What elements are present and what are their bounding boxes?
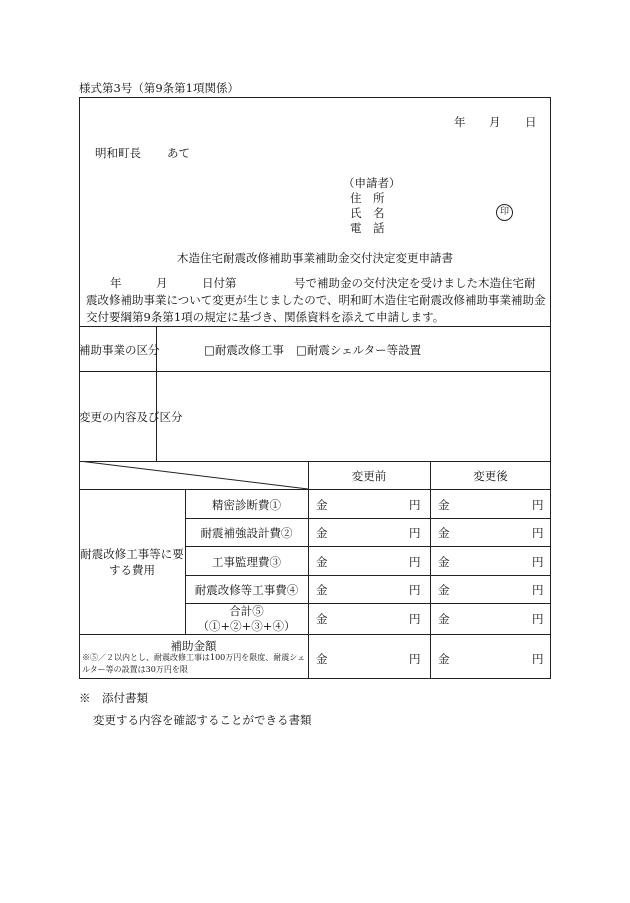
after-prefix: 金 <box>438 612 450 626</box>
change-content-field[interactable] <box>160 375 546 457</box>
col-divider <box>308 461 309 679</box>
row-divider <box>185 518 551 519</box>
date-month: 月 <box>489 115 501 129</box>
row-divider <box>79 326 551 327</box>
category-option-shelter[interactable]: □耐震シェルター等設置 <box>296 343 422 357</box>
date-day: 日 <box>525 115 537 129</box>
attachment-item: 変更する内容を確認することができる書類 <box>93 713 312 727</box>
applicant-heading: （申請者） <box>343 176 401 190</box>
seal-mark: 印 <box>496 204 513 221</box>
document-title: 木造住宅耐震改修補助事業補助金交付決定変更申請書 <box>177 251 453 265</box>
header-diagonal <box>79 461 308 489</box>
addressee-suffix: あて <box>167 146 190 160</box>
subsidy-note: ※⑤／２以内とし、耐震改修工事は100万円を限度、耐震シェルター等の設置は30万円を限 <box>82 653 306 674</box>
form-label: 様式第3号（第9条第1項関係） <box>79 81 239 95</box>
subsidy-label: 補助金額 <box>170 639 217 653</box>
after-unit: 円 <box>532 583 544 597</box>
category-label: 補助事業の区分 <box>79 343 160 357</box>
subsidy-after-prefix: 金 <box>438 652 450 666</box>
cost-label-supervision: 工事監理費③ <box>212 555 281 569</box>
after-unit: 円 <box>532 555 544 569</box>
subsidy-after-unit: 円 <box>532 652 544 666</box>
subsidy-before-prefix: 金 <box>316 652 328 666</box>
name-label: 氏 名 <box>350 206 385 220</box>
cost-label-construction: 耐震改修等工事費④ <box>194 583 299 597</box>
after-prefix: 金 <box>438 583 450 597</box>
change-label: 変更の内容及び区分 <box>79 410 183 424</box>
subsidy-before-unit: 円 <box>409 652 421 666</box>
row-divider <box>79 371 551 372</box>
row-divider <box>185 575 551 576</box>
col-header-after: 変更後 <box>473 469 508 483</box>
cost-label-design: 耐震補強設計費② <box>200 526 293 540</box>
before-prefix: 金 <box>316 526 328 540</box>
after-prefix: 金 <box>438 526 450 540</box>
before-unit: 円 <box>409 498 421 512</box>
col-divider <box>430 461 431 679</box>
addressee-name: 明和町長 <box>95 146 141 160</box>
after-unit: 円 <box>532 526 544 540</box>
after-unit: 円 <box>532 498 544 512</box>
before-prefix: 金 <box>316 498 328 512</box>
address-label: 住 所 <box>350 191 385 205</box>
row-divider <box>185 546 551 547</box>
before-unit: 円 <box>409 555 421 569</box>
after-unit: 円 <box>532 612 544 626</box>
row-divider <box>79 634 551 635</box>
before-prefix: 金 <box>316 612 328 626</box>
after-prefix: 金 <box>438 555 450 569</box>
after-prefix: 金 <box>438 498 450 512</box>
before-unit: 円 <box>409 526 421 540</box>
cost-label-diagnosis: 精密診断費① <box>212 498 281 512</box>
row-divider <box>79 489 551 490</box>
attachment-heading: ※ 添付書類 <box>79 691 148 705</box>
cost-label-total-formula: （①+②+③+④） <box>197 619 296 633</box>
phone-label: 電 話 <box>350 221 385 235</box>
cost-group-label: 耐震改修工事等に要する費用 <box>80 547 184 577</box>
before-prefix: 金 <box>316 555 328 569</box>
body-text: 年 月 日付第 号で補助金の交付決定を受けました木造住宅耐震改修補助事業について変更が生じましたので、明和町木造住宅耐震改修補助事業補助金交付要綱第9条第1項の規定に基づき、関係資料を添えて申請します。 <box>86 276 546 324</box>
before-prefix: 金 <box>316 583 328 597</box>
category-option-seismic-retrofit[interactable]: □耐震改修工事 <box>204 343 284 357</box>
before-unit: 円 <box>409 612 421 626</box>
date-year: 年 <box>454 115 466 129</box>
col-header-before: 変更前 <box>351 469 387 483</box>
cost-label-total: 合計⑤ <box>229 604 264 618</box>
before-unit: 円 <box>409 583 421 597</box>
